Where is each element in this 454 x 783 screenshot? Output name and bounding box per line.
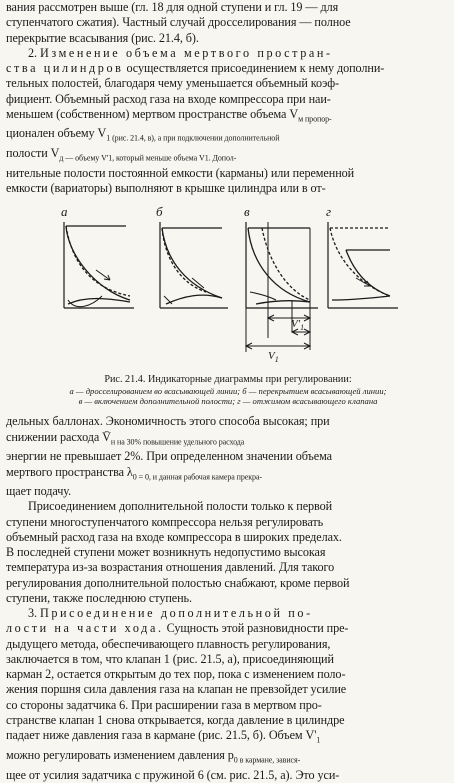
text-line: 0 = 0, и данная рабочая камера прекра- xyxy=(132,471,263,481)
text-line: полости V xyxy=(6,146,60,161)
panel-label-b: б xyxy=(156,204,163,220)
figure-caption: Рис. 21.4. Индикаторные диаграммы при регулировании: xyxy=(104,374,352,386)
text-line: 1, который меньше объема V xyxy=(108,153,205,163)
section-2-number: 2. xyxy=(28,45,37,60)
text-line: 1 xyxy=(316,735,321,745)
panel-label-g: г xyxy=(326,204,332,220)
text-line: фициент. Объемный расход газа на входе компрессора при наи- xyxy=(6,91,331,106)
axis-v1-prime xyxy=(291,318,304,332)
text-line: нительные полости постоянной емкости (карманы) или переменной xyxy=(6,165,355,180)
text-line: тельных полостей, благодаря чему уменьшается объемный коэф- xyxy=(6,76,340,91)
text-line: энергии не превышает 2%. При определенном значении объема xyxy=(6,449,332,464)
figure-caption-block xyxy=(6,374,450,406)
text-line: можно регулировать изменением давления p xyxy=(6,747,234,762)
text-line: В последней ступени может возникнуть недопустимо высокая xyxy=(6,545,326,560)
text-line: объемный расход газа на входе компрессора в широких пределах. xyxy=(6,529,342,544)
text-line: осуществляется присоединением к нему дополни- xyxy=(126,61,385,75)
axis-v1-prime-sub: 1 xyxy=(300,323,305,333)
text-line: дельных баллонах. Экономичность этого способа высокая; при xyxy=(6,414,330,429)
text-line: падает ниже давления газа в кармане (рис. 21.5, б). Объем V' xyxy=(6,728,317,743)
figure-caption-line: а — дросселированием во всасывающей линии; б — перекрытием всасывающей линии; xyxy=(69,386,387,397)
document-page xyxy=(6,0,450,783)
text-line: температура из-за возрастания отношения давлений. Для такого xyxy=(6,560,335,575)
text-line: 1. Допол- xyxy=(204,153,237,163)
axis-v1-sub: 1 xyxy=(274,355,279,365)
text-line: снижении расхода V̄ xyxy=(6,429,111,444)
axis-v1-prime-letter: V' xyxy=(291,318,301,331)
indicator-diagrams-drawing xyxy=(6,200,450,375)
figure-caption-line: в — включением дополнительной полости; г — отжимом всасывающего клапана xyxy=(78,396,378,407)
text-line: 1 (рис. 21.4, в), а при подключении дополнительной xyxy=(106,133,280,143)
section-3-heading: Присоединение дополнительной по- xyxy=(39,606,313,621)
text-line: емкости (вариаторы) выполняют в крышке цилиндра или в от- xyxy=(6,181,326,196)
text-line: мертвого пространства λ xyxy=(6,464,133,479)
text-line: м пропор- xyxy=(298,114,332,124)
paragraph-first-stage xyxy=(6,499,450,606)
paragraph-continuation xyxy=(6,414,450,499)
intro-paragraph xyxy=(6,0,450,46)
text-line: н на 30% повышение удельного расхода xyxy=(110,437,245,446)
indicator-diagrams-figure xyxy=(6,200,450,412)
section-3-number: 3. xyxy=(28,606,37,621)
text-line: ступени многоступенчатого компрессора нельзя регулировать xyxy=(6,514,324,529)
axis-v1 xyxy=(268,350,279,364)
text-line: странстве клапан 1 снова открывается, когда давление в цилиндре xyxy=(6,712,345,727)
text-line: со стороны задатчика 6. При расширении газа в мертвом про- xyxy=(6,697,322,712)
text-line: перекрытие всасывания (рис. 21.4, б). xyxy=(6,30,199,45)
text-line: ционален объему V xyxy=(6,126,107,141)
text-line: щее от усилия задатчика с пружиной 6 (см. рис. 21.5, а). Это уси- xyxy=(6,767,340,782)
panel-label-a: а xyxy=(61,204,68,220)
diagram-g xyxy=(328,222,398,308)
text-line: ступенчатого сжатия). Частный случай дросселирования — полное xyxy=(6,15,351,30)
diagram-b xyxy=(160,222,228,308)
section-3-paragraph xyxy=(6,606,450,783)
text-line: карман 2, остается открытым до тех пор, пока с изменением поло- xyxy=(6,667,346,682)
text-line: Сущность этой разновидности пре- xyxy=(166,621,349,636)
text-line: д — объему V' xyxy=(59,153,109,163)
diagram-v xyxy=(246,222,318,352)
section-3-heading-cont: лости на части хода. xyxy=(6,621,164,636)
panel-label-v: в xyxy=(244,204,250,220)
axis-v1-letter: V xyxy=(268,350,275,363)
text-line: щает подачу. xyxy=(6,484,72,499)
section-2-paragraph xyxy=(6,46,450,197)
text-line: ступени, также последнюю ступень. xyxy=(6,590,192,605)
text-line: вания рассмотрен выше (гл. 18 для одной ступени и гл. 19 — для xyxy=(6,0,339,14)
text-line: Присоединением дополнительной полости только к первой xyxy=(28,499,333,514)
text-line: 0 в кармане, завися- xyxy=(233,755,301,765)
text-line: жения поршня сила давления газа на клапан не превзойдет усилие xyxy=(6,682,347,697)
section-2-heading: Изменение объема мертвого простран- xyxy=(39,45,333,60)
diagram-a xyxy=(64,222,134,308)
text-line: заключается в том, что клапан 1 (рис. 21.5, а), присоединяющий xyxy=(6,651,334,666)
text-line: регулирования дополнительной полостью снабжают, кроме первой xyxy=(6,575,350,590)
text-line: дыдущего метода, обеспечивающего плавность регулирования, xyxy=(6,636,331,651)
section-2-heading-cont: ства цилиндров xyxy=(6,61,124,75)
text-line: меньшем (собственном) мертвом пространстве объема V xyxy=(6,106,299,121)
